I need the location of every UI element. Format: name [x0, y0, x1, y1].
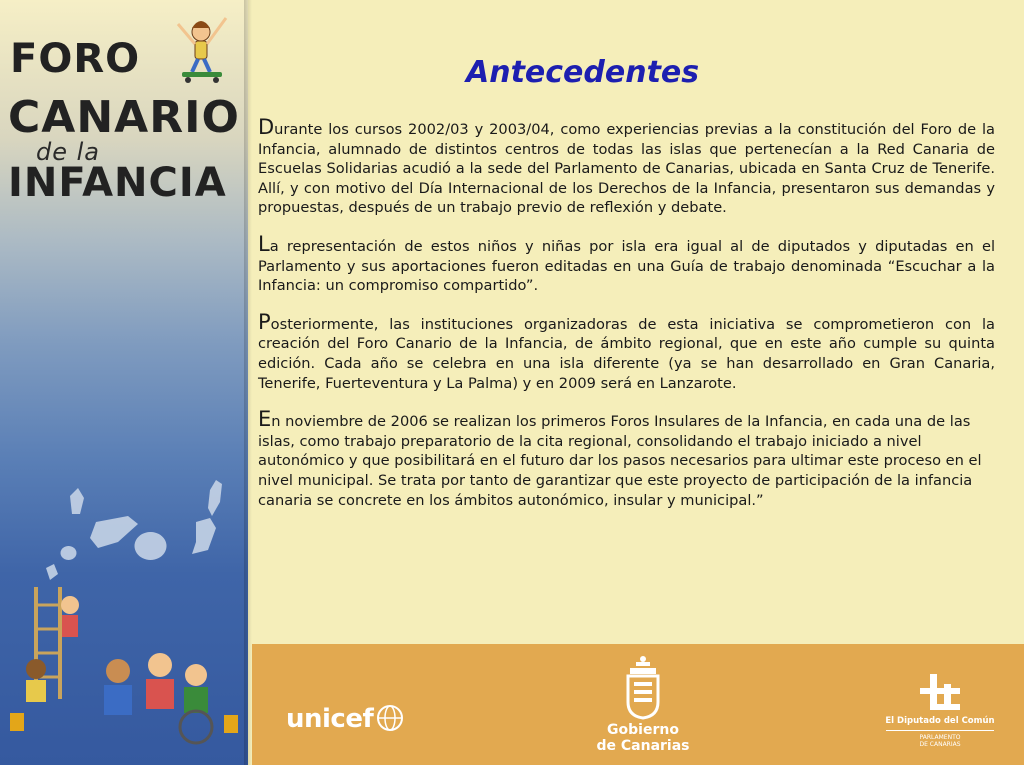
- gobierno-label-line1: Gobierno: [607, 722, 679, 738]
- paragraph-initial: P: [258, 309, 271, 334]
- parlamento-label-line2: DE CANARIAS: [919, 741, 961, 748]
- paragraph-text: n noviembre de 2006 se realizan los primeros Foros Insulares de la Infancia, en cada una de las islas, como trabajo preparatorio de la cita regional, consolidando el trabajo iniciado a nivel autonómico y que posibilitará en el futuro dar los pasos necesarios para ultimar este proceso en el nivel municipal. Se trata por tanto de garantizar que este proyecto de participación de la infancia canaria se concrete en los ámbitos autonómico, insular y municipal.”: [258, 413, 982, 509]
- paragraph-text: a representación de estos niños y niñas por isla era igual al de diputados y diputadas en el Parlamento y sus aportaciones fueron editadas en una Guía de trabajo denominada “Escuchar a la Infancia: un compromiso compartido”.: [258, 237, 995, 295]
- unicef-globe-icon: [376, 704, 404, 732]
- page-title: Antecedentes: [466, 55, 700, 90]
- paragraph-1: [258, 115, 995, 218]
- sidebar: [0, 0, 248, 765]
- paragraph-text: osteriormente, las instituciones organizadoras de esta iniciativa se comprometieron con la creación del Foro Canario de la Infancia, de ámbito regional, que en este año cumple su quinta edición. Cada año se celebra en una isla diferente (ya se han desarrollado en Gran Canaria, Tenerife, Fuerteventura y La Palma) y en 2009 será en Lanzarote.: [258, 315, 995, 392]
- sponsors-footer: [252, 644, 1024, 765]
- parlamento-label-line1: PARLAMENTO: [919, 734, 961, 741]
- logo-line-dela: de la: [36, 138, 101, 166]
- paragraph-2: [258, 231, 995, 296]
- paragraph-initial: E: [258, 407, 272, 432]
- children-painting-illustration-icon: [0, 585, 248, 765]
- gobierno-canarias-crest-icon: [618, 654, 668, 720]
- logo-line-infancia: INFANCIA: [8, 160, 227, 206]
- gobierno-label-line2: de Canarias: [596, 738, 690, 754]
- paragraph-3: [258, 309, 995, 393]
- logo-line-foro: FORO: [10, 36, 141, 82]
- logo-line-canario: CANARIO: [8, 92, 240, 143]
- paragraph-text: urante los cursos 2002/03 y 2003/04, como experiencias previas a la constitución del Foro de la Infancia, alumnado de distintos centros de todas las islas que pertenecían a la Red Canaria de Escuelas Solidarias acudió a la sede del Parlamento de Canarias, ubicada en Santa Cruz de Tenerife. Allí, y con motivo del Día Internacional de los Derechos de la Infancia, presentaron sus demandas y propuestas, después de un trabajo previo de reflexión y debate.: [258, 121, 995, 217]
- paragraph-initial: L: [258, 231, 270, 256]
- diputado-divider: [886, 730, 994, 731]
- unicef-logo-text: unicef: [286, 704, 374, 734]
- diputado-comun-mark-icon: [916, 674, 964, 714]
- parlamento-canarias-label: [886, 734, 994, 748]
- diputado-comun-label: El Diputado del Común: [885, 716, 995, 726]
- sidebar-shadow: [244, 0, 252, 765]
- content-body: [258, 115, 995, 527]
- skateboard-kid-icon: [168, 6, 234, 86]
- gobierno-canarias-label: [588, 722, 698, 754]
- paragraph-4: [258, 407, 995, 510]
- paragraph-initial: D: [258, 115, 275, 139]
